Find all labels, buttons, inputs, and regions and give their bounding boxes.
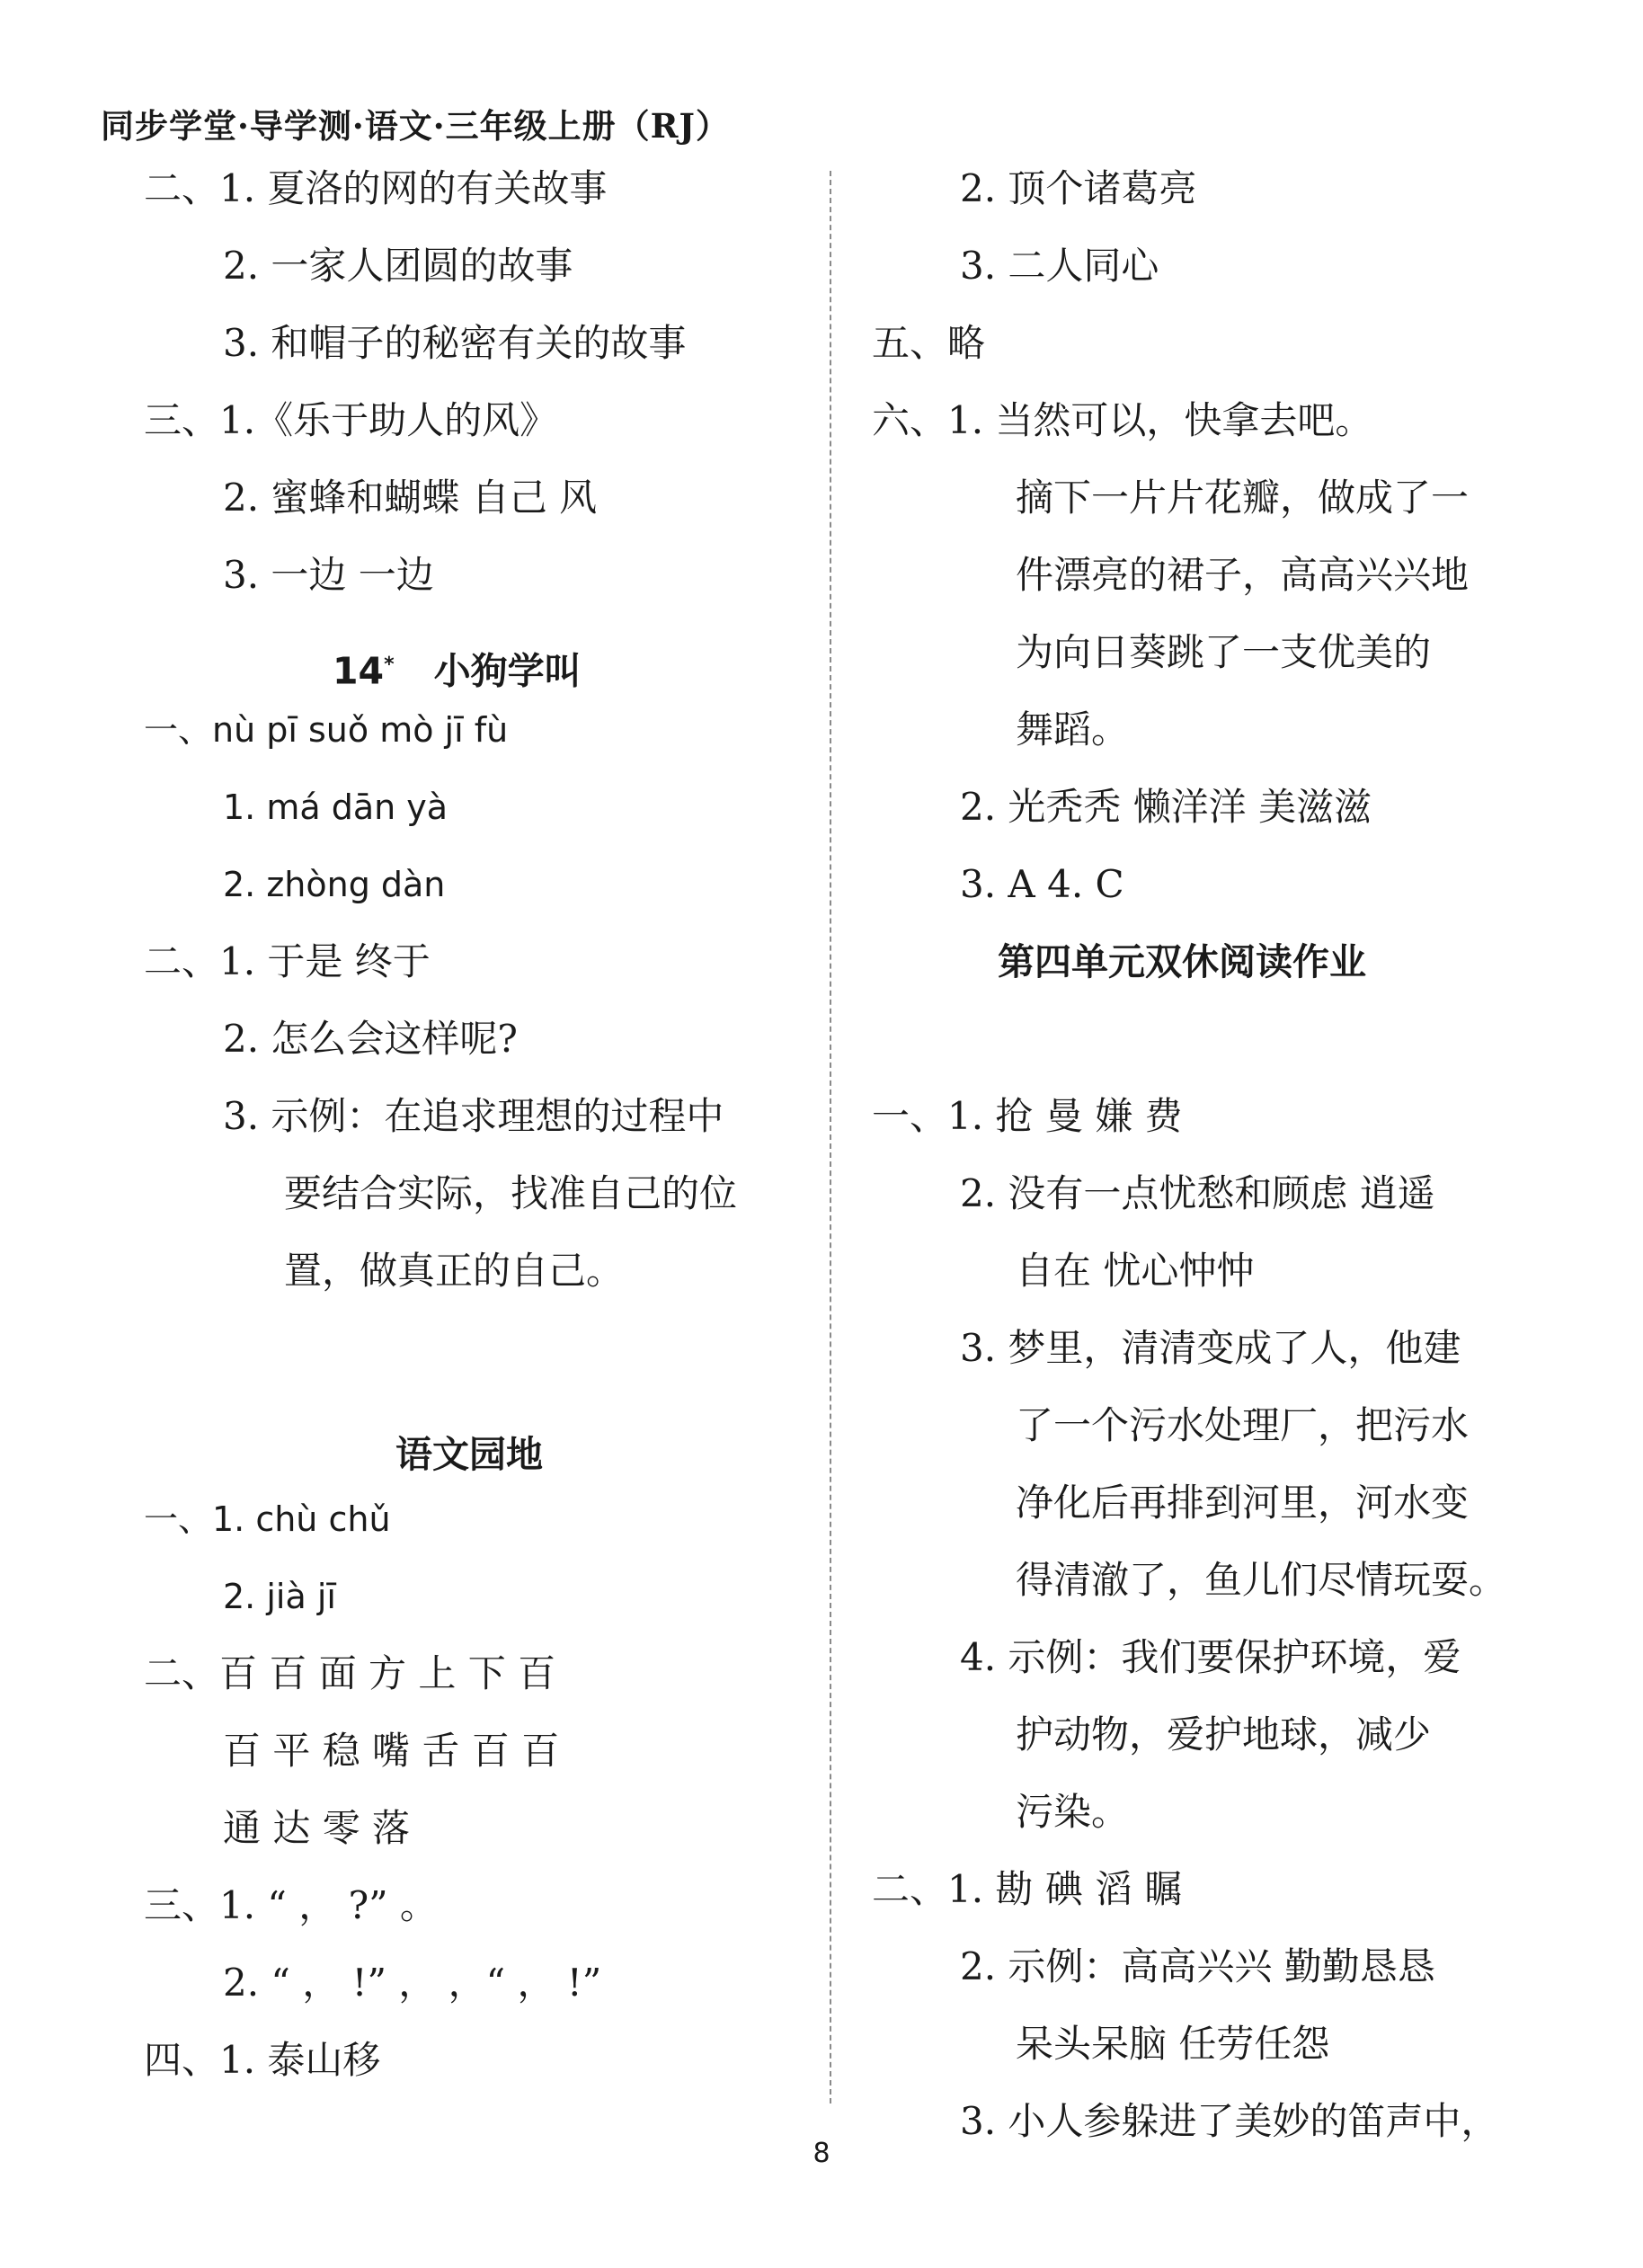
left-answer-line: 1. má dān yà (223, 787, 448, 827)
section-heading (998, 935, 1366, 989)
right-answer-line: 2. 顶个诸葛亮 (960, 166, 1197, 210)
left-answer-line: 二、1. 夏洛的网的有关故事 (144, 166, 608, 210)
right-answer-line: 4. 示例：我们要保护环境，爱 (960, 1635, 1461, 1679)
left-answer-line: 百 平 稳 嘴 舌 百 百 (223, 1729, 560, 1773)
heading-text: 语文园地 (395, 1433, 543, 1476)
left-answer-line: 三、1. “ ， ?” 。 (144, 1883, 438, 1927)
left-answer-line: 置，做真正的自己。 (284, 1249, 625, 1293)
left-answer-line: 二、1. 于是 终于 (144, 939, 431, 983)
column-divider (830, 171, 831, 2103)
right-answer-line: 污染。 (1016, 1790, 1130, 1834)
right-answer-line: 件漂亮的裙子，高高兴兴地 (1016, 553, 1470, 597)
right-answer-line: 得清澈了，鱼儿们尽情玩耍。 (1016, 1558, 1507, 1602)
right-answer-line: 二、1. 勘 碘 滔 瞩 (872, 1867, 1183, 1911)
left-answer-line: 2. zhòng dàn (223, 865, 446, 904)
left-answer-line: 3. 示例：在追求理想的过程中 (223, 1094, 724, 1138)
section-heading (395, 1428, 543, 1481)
right-answer-line: 3. A 4. C (960, 862, 1124, 906)
right-answer-line: 呆头呆脑 任劳任怨 (1016, 2022, 1330, 2066)
right-answer-line: 六、1. 当然可以，快拿去吧。 (872, 398, 1373, 442)
page-header: 同步学堂·导学测·语文·三年级上册（RJ） (101, 106, 730, 146)
left-answer-line: 四、1. 泰山移 (144, 2038, 381, 2082)
right-answer-line: 3. 梦里，清清变成了人，他建 (960, 1326, 1461, 1370)
right-answer-line: 一、1. 抢 曼 嫌 费 (872, 1094, 1183, 1138)
right-answer-line: 2. 示例：高高兴兴 勤勤恳恳 (960, 1944, 1435, 1988)
right-answer-line: 护动物，爱护地球，减少 (1016, 1712, 1432, 1757)
heading-text: 14 (333, 649, 385, 693)
right-answer-line: 为向日葵跳了一支优美的 (1016, 630, 1432, 674)
left-answer-line: 一、nù pī suǒ mò jī fù (144, 710, 509, 750)
left-answer-line: 2. “ ， !” ， ，“ ， !” (223, 1961, 602, 2005)
left-answer-line: 2. 怎么会这样呢? (223, 1017, 518, 1061)
right-answer-line: 2. 没有一点忧愁和顾虑 逍遥 (960, 1171, 1435, 1215)
right-answer-line: 3. 二人同心 (960, 244, 1159, 288)
left-answer-line: 3. 一边 一边 (223, 553, 434, 597)
right-answer-line: 摘下一片片花瓣，做成了一 (1016, 476, 1470, 520)
right-answer-line: 2. 光秃秃 懒洋洋 美滋滋 (960, 785, 1372, 829)
heading-title: 小狗学叫 (433, 649, 582, 693)
right-answer-line: 五、略 (872, 321, 986, 365)
section-heading (333, 638, 582, 698)
right-answer-line: 了一个污水处理厂，把污水 (1016, 1403, 1470, 1447)
right-answer-line: 3. 小人参躲进了美妙的笛声中， (960, 2099, 1499, 2143)
left-answer-line: 一、1. chù chǔ (144, 1499, 391, 1539)
left-answer-line: 2. jià jī (223, 1577, 336, 1616)
heading-asterisk: * (384, 654, 395, 676)
right-answer-line: 自在 忧心忡忡 (1016, 1249, 1255, 1293)
right-answer-line: 净化后再排到河里，河水变 (1016, 1481, 1470, 1525)
right-answer-line: 舞蹈。 (1016, 707, 1130, 752)
left-answer-line: 3. 和帽子的秘密有关的故事 (223, 321, 687, 365)
left-answer-line: 通 达 零 落 (223, 1806, 411, 1850)
left-answer-line: 二、百 百 面 方 上 下 百 (144, 1651, 556, 1695)
page-number: 8 (813, 2138, 830, 2169)
left-answer-line: 三、1.《乐于助人的风》 (144, 398, 558, 442)
left-answer-line: 2. 一家人团圆的故事 (223, 244, 573, 288)
heading-text: 第四单元双休阅读作业 (998, 940, 1366, 983)
left-answer-line: 要结合实际，找准自己的位 (284, 1171, 738, 1215)
left-answer-line: 2. 蜜蜂和蝴蝶 自己 风 (223, 476, 598, 520)
